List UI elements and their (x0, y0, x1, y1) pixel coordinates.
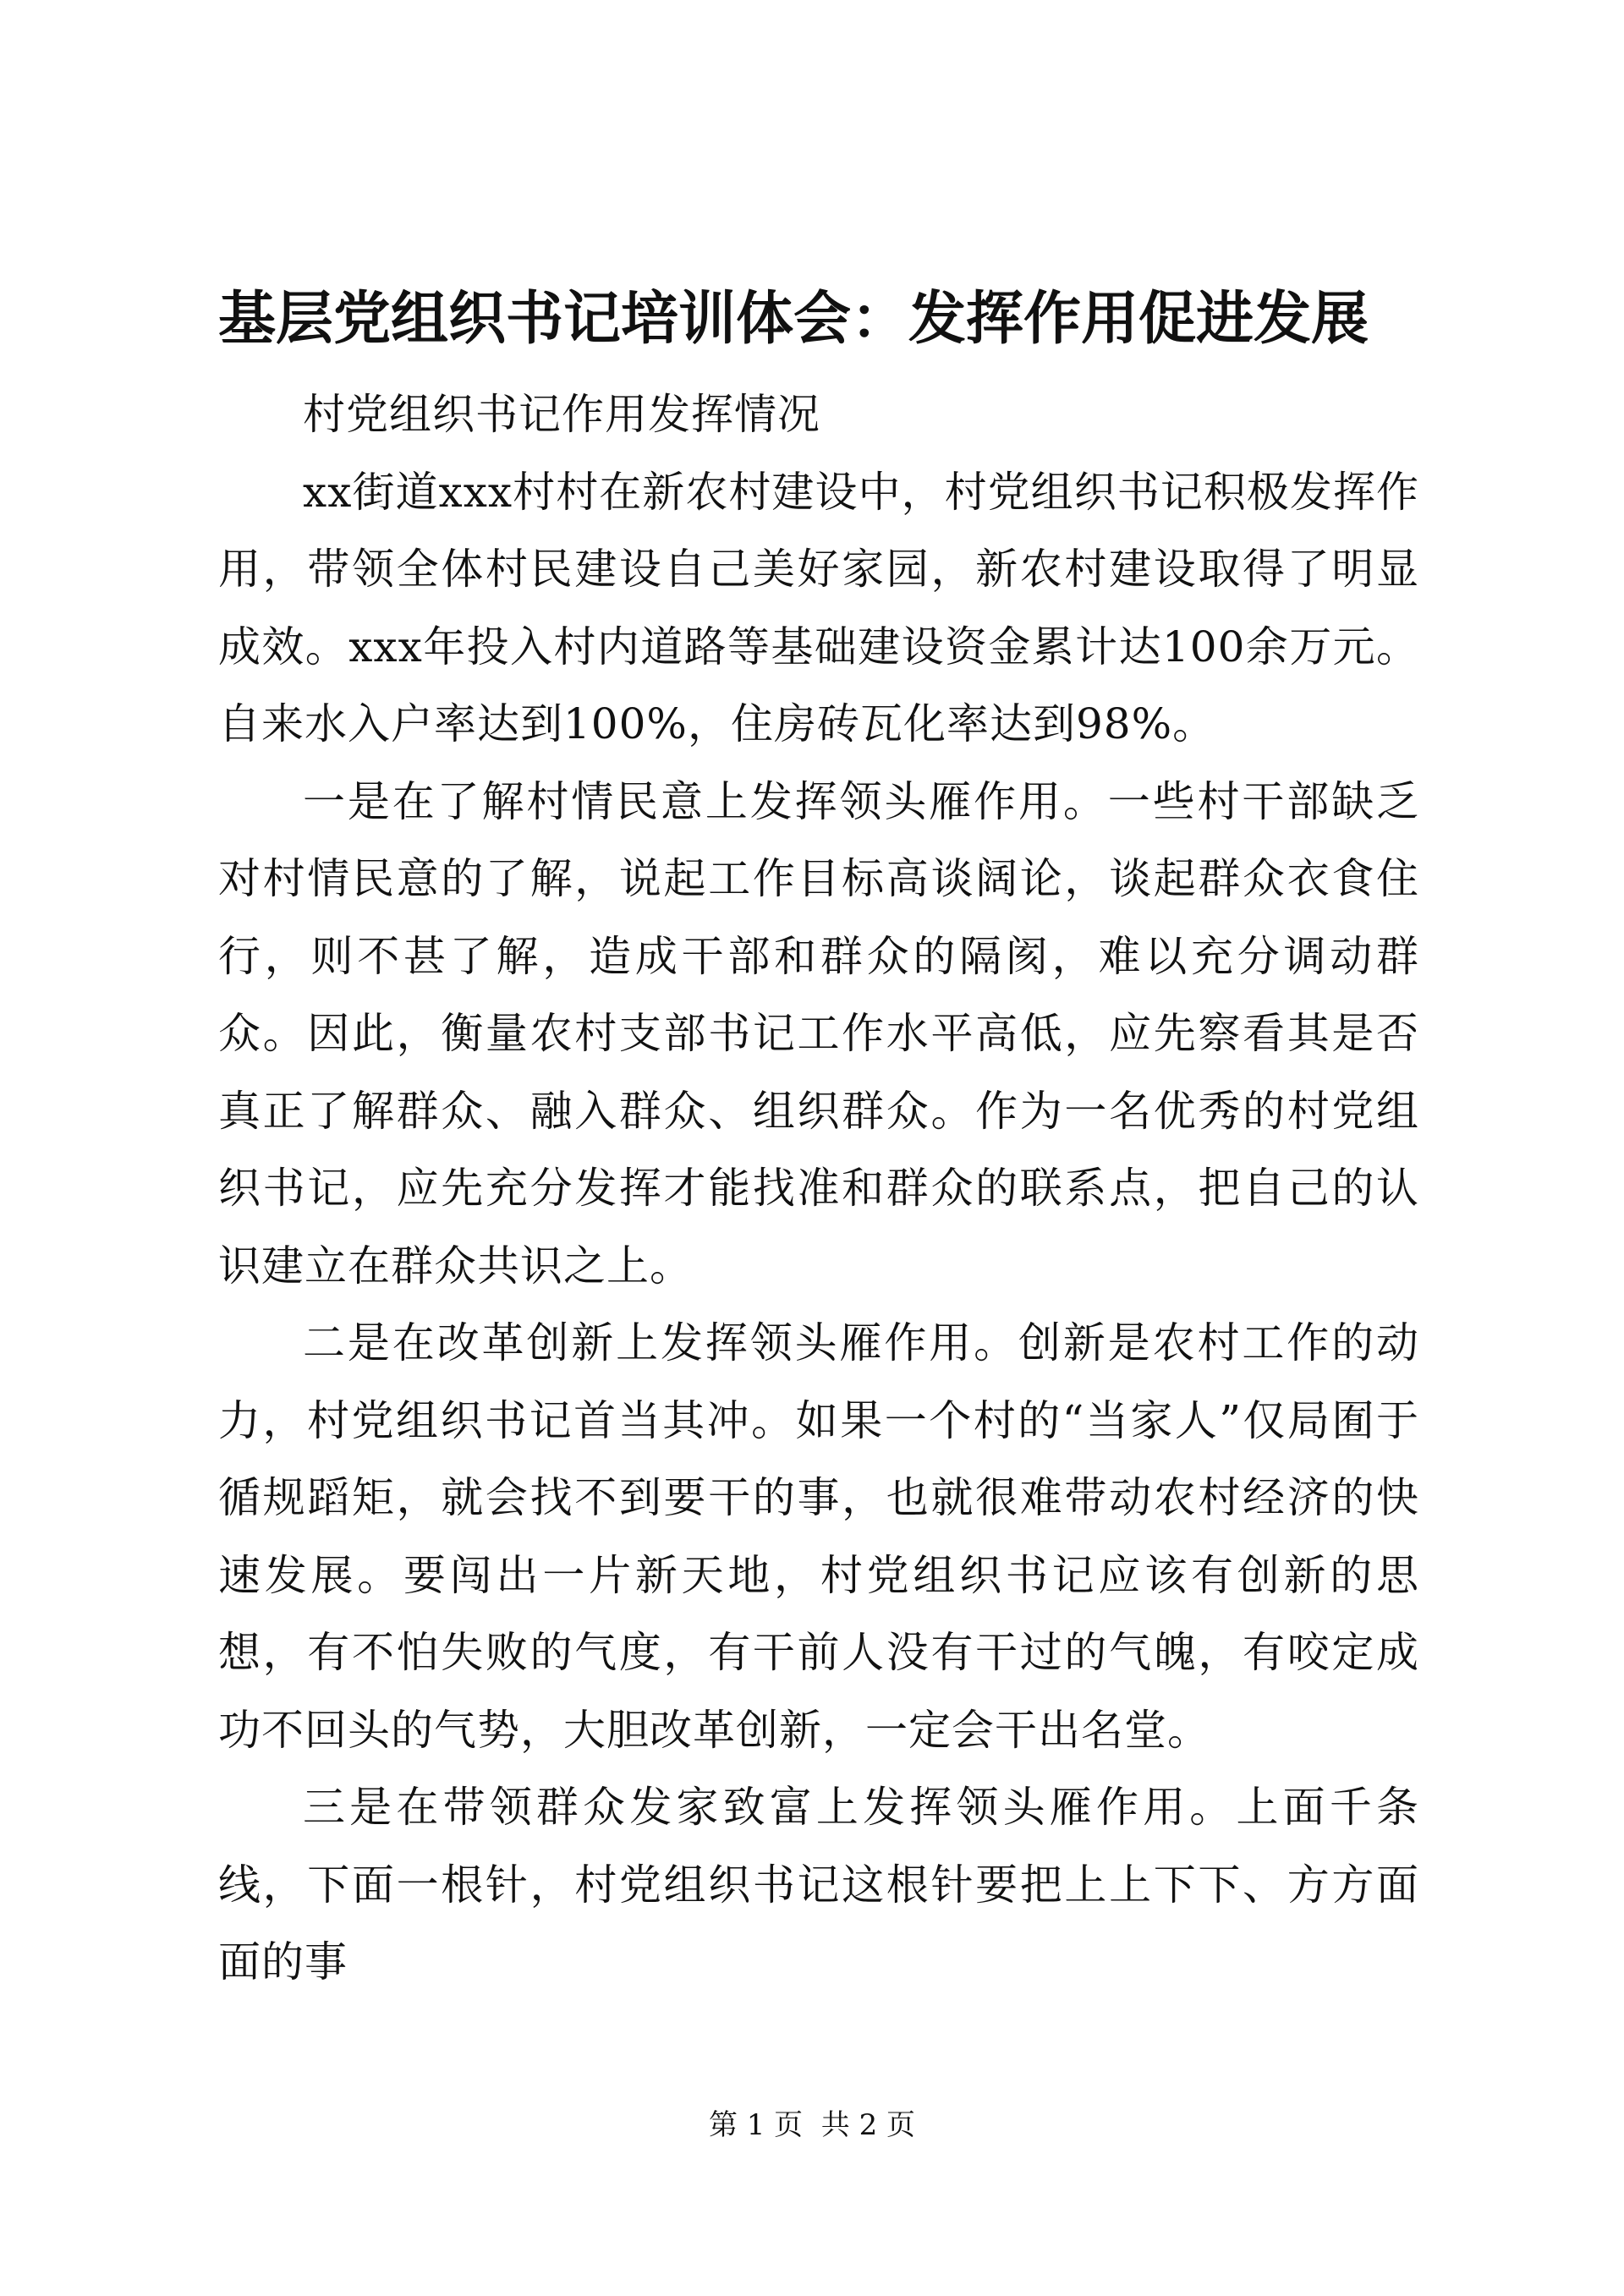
section-subheading: 村党组织书记作用发挥情况 (303, 390, 820, 439)
document-title: 基层党组织书记培训体会：发挥作用促进发展 (218, 285, 1369, 353)
paragraph-point-one: 一是在了解村情民意上发挥领头雁作用。一些村干部缺乏对村情民意的了解，说起工作目标高谈阔论，谈起群众衣食住行，则不甚了解，造成干部和群众的隔阂，难以充分调动群众。因此，衡量农村支部书记工作水平高低，应先察看其是否真正了解群众、融入群众、组织群众。作为一名优秀的村党组织书记，应先充分发挥才能找准和群众的联系点，把自己的认识建立在群众共识之上。 (218, 776, 1419, 1290)
page-footer (0, 2104, 1624, 2146)
paragraph-point-three: 三是在带领群众发家致富上发挥领头雁作用。上面千条线，下面一根针，村党组织书记这根针要把上上下下、方方面面的事 (218, 1783, 1419, 1986)
paragraph-overview: xx街道xxx村村在新农村建设中，村党组织书记积极发挥作用，带领全体村民建设自己美好家园，新农村建设取得了明显成效。xxx年投入村内道路等基础建设资金累计达100余万元。自来水入户率达到100%，住房砖瓦化率达到98%。 (218, 467, 1419, 748)
document-body (218, 376, 1419, 2002)
paragraph-point-two: 二是在改革创新上发挥领头雁作用。创新是农村工作的动力，村党组织书记首当其冲。如果一个村的“当家人”仅局囿于循规蹈矩，就会找不到要干的事，也就很难带动农村经济的快速发展。要闯出一片新天地，村党组织书记应该有创新的思想，有不怕失败的气度，有干前人没有干过的气魄，有咬定成功不回头的气势，大胆改革创新，一定会干出名堂。 (218, 1318, 1419, 1755)
page-number-label: 第 1 页 共 2 页 (708, 2108, 916, 2142)
